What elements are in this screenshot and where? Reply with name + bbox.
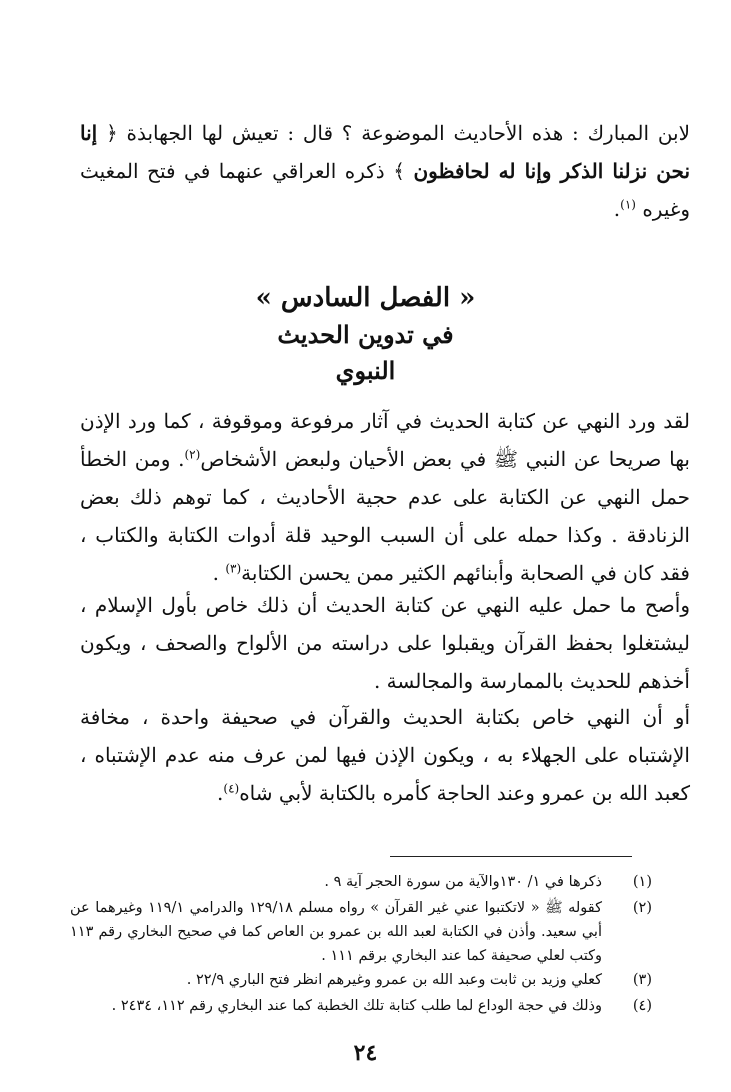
p1-text-a: لقد ورد النهي عن كتابة الحديث في آثار مرفوعة وموقوفة ، كما ورد الإذن بها صريحا عن النبي ﷺ في بعض الأحيان ولبعض الأشخاص — [80, 409, 690, 471]
footnote-ref-3: (٣) — [225, 561, 242, 576]
p3-text-a: أو أن النهي خاص بكتابة الحديث والقرآن في صحيفة واحدة ، مخافة الإشتباه على الجهلاء به ، ويكون الإذن فيها لمن عرف منه عدم الإشتباه ، كعبد الله بن عمرو وعند الحاجة كأمره بالكتابة لأبي شاه — [80, 705, 690, 805]
chapter-subtitle: في تدوين الحديث — [277, 320, 454, 349]
page-number: ٢٤ — [353, 1040, 378, 1066]
quran-verse: إنا نحن نزلنا الذكر وإنا له لحافظون — [80, 121, 691, 183]
paragraph-3 — [80, 698, 690, 812]
footnote-ref-1: (١) — [620, 197, 636, 212]
p1-text-b: . ومن الخطأ حمل النهي عن الكتابة على عدم حجية الأحاديث ، كما توهم ذلك بعض الزنادقة . وكذا حمله على أن السبب الوحيد قلة أدوات الكتابة والكتاب ، فقد كان في الصحابة وأبنائهم الكثير ممن يحسن الكتابة — [80, 447, 690, 585]
intro-end: . — [613, 197, 621, 221]
footnote-3 — [70, 968, 652, 992]
intro-text-2: ﴾ ذكره العراقي عنهما في فتح المغيث وغيره — [80, 159, 690, 221]
footnote-text: كعلي وزيد بن ثابت وعبد الله بن عمرو وغيرهم انظر فتح الباري ٢٢/٩ . — [186, 972, 602, 988]
paragraph-1 — [80, 402, 690, 592]
footnote-text: وذلك في حجة الوداع لما طلب كتابة تلك الخطبة كما عند البخاري رقم ١١٢، ٢٤٣٤ . — [111, 998, 602, 1014]
footnote-number: (٢) — [632, 900, 652, 916]
footnote-1 — [70, 870, 652, 894]
footnote-number: (١) — [632, 874, 652, 890]
p3-text-b: . — [217, 781, 224, 805]
footnote-ref-2: (٢) — [184, 447, 201, 462]
footnote-text: ذكرها في ١/ ١٣٠والآية من سورة الحجر آية ٩ . — [324, 874, 602, 890]
footnote-separator — [390, 856, 632, 857]
footnote-text: كقوله ﷺ « لاتكتبوا عني غير القرآن » رواه مسلم ١٢٩/١٨ والدرامي ١١٩/١ وغيرهما عن أبي سعيد. وأذن في الكتابة لعبد الله بن عمرو بن العاص كما في صحيح البخاري رقم ١١٣ وكتب لعلي صحيفة كما عند البخاري برقم ١١١ . — [70, 900, 602, 964]
chapter-title: « الفصل السادس » — [255, 283, 476, 313]
paragraph-2: وأصح ما حمل عليه النهي عن كتابة الحديث أن ذلك خاص بأول الإسلام ، ليشتغلوا بحفظ القرآن ويقبلوا على دراسته من الألواح والصحف ، ويكون أخذهم للحديث بالممارسة والمجالسة . — [80, 593, 690, 693]
footnote-number: (٣) — [632, 972, 652, 988]
chapter-subtitle-2: النبوي — [335, 356, 396, 385]
p1-text-c: . — [212, 561, 226, 585]
footnote-number: (٤) — [632, 998, 652, 1014]
footnote-4 — [70, 994, 652, 1018]
intro-paragraph — [80, 114, 690, 228]
intro-text-1: لابن المبارك : هذه الأحاديث الموضوعة ؟ قال : تعيش لها الجهابذة ﴿ — [106, 121, 691, 145]
footnote-ref-4: (٤) — [223, 781, 240, 796]
footnote-2 — [70, 896, 652, 968]
